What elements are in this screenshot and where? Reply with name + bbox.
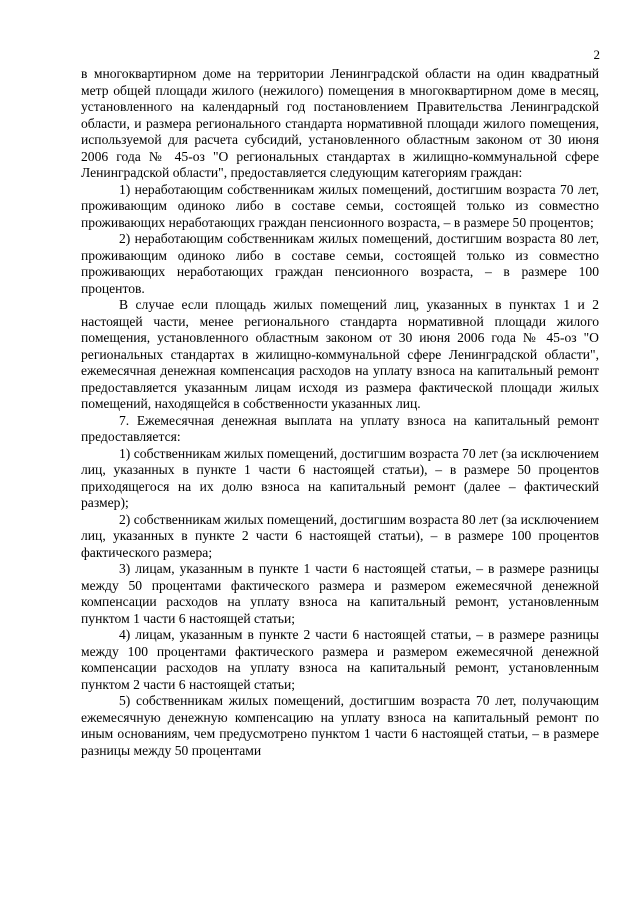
paragraph-item-2-80-years: 2) неработающим собственникам жилых помещений, достигшим возраста 80 лет, проживающим одиноко либо в составе семьи, состоящей только из совместно проживающих неработающих граждан пенсионного возраста, – в размере 100 процентов.: [81, 231, 599, 296]
paragraph-intro-continuation: в многоквартирном доме на территории Ленинградской области на один квадратный метр общей площади жилого (нежилого) помещения в многоквартирном доме в месяц, установленного на календарный год постановлением Правительства Ленинградской области, и размера регионального стандарта нормативной площади жилого помещения, используемой для расчета субсидий, установленного областным законом от 30 июня 2006 года № 45-оз "О региональных стандартах в жилищно-коммунальной сфере Ленинградской области", предоставляется следующим категориям граждан:: [81, 66, 599, 180]
page-number: 2: [593, 47, 600, 62]
paragraph-part-7-item-3: 3) лицам, указанным в пункте 1 части 6 настоящей статьи, – в размере разницы между 50 процентами фактического размера и размером ежемесячной денежной компенсации расходов на уплату взноса на капитальный ремонт, установленным пунктом 1 части 6 настоящей статьи;: [81, 561, 599, 626]
paragraph-item-1-70-years: 1) неработающим собственникам жилых помещений, достигшим возраста 70 лет, проживающим одиноко либо в составе семьи, состоящей только из совместно проживающих неработающих граждан пенсионного возраста, – в размере 50 процентов;: [81, 181, 599, 230]
paragraph-part-7-item-1: 1) собственникам жилых помещений, достигшим возраста 70 лет (за исключением лиц, указанных в пункте 1 части 6 настоящей статьи), – в размере 50 процентов приходящегося на их долю взноса на капитальный ремонт (далее – фактический размер);: [81, 445, 599, 510]
paragraph-part-7-item-5: 5) собственникам жилых помещений, достигшим возраста 70 лет, получающим ежемесячную денежную компенсацию на уплату взноса на капитальный ремонт по иным основаниям, чем предусмотрено пунктом 1 части 6 настоящей статьи, – в размере разницы между 50 процентами: [81, 693, 599, 758]
document-body: [81, 66, 599, 759]
paragraph-part-7-item-4: 4) лицам, указанным в пункте 2 части 6 настоящей статьи, – в размере разницы между 100 процентами фактического размера и размером ежемесячной денежной компенсации расходов на уплату взноса на капитальный ремонт, установленным пунктом 2 части 6 настоящей статьи;: [81, 627, 599, 692]
paragraph-part-7-heading: 7. Ежемесячная денежная выплата на уплату взноса на капитальный ремонт предоставляется:: [81, 412, 599, 444]
paragraph-part-7-item-2: 2) собственникам жилых помещений, достигшим возраста 80 лет (за исключением лиц, указанных в пункте 2 части 6 настоящей статьи), – в размере 100 процентов фактического размера;: [81, 511, 599, 560]
paragraph-area-exception: В случае если площадь жилых помещений лиц, указанных в пунктах 1 и 2 настоящей части, менее регионального стандарта нормативной площади жилого помещения, установленного областным законом от 30 июня 2006 года № 45-оз "О региональных стандартах в жилищно-коммунальной сфере Ленинградской области", ежемесячная денежная компенсация расходов на уплату взноса на капитальный ремонт предоставляется указанным лицам исходя из размера фактической площади жилых помещений, находящейся в собственности указанных лиц.: [81, 297, 599, 411]
